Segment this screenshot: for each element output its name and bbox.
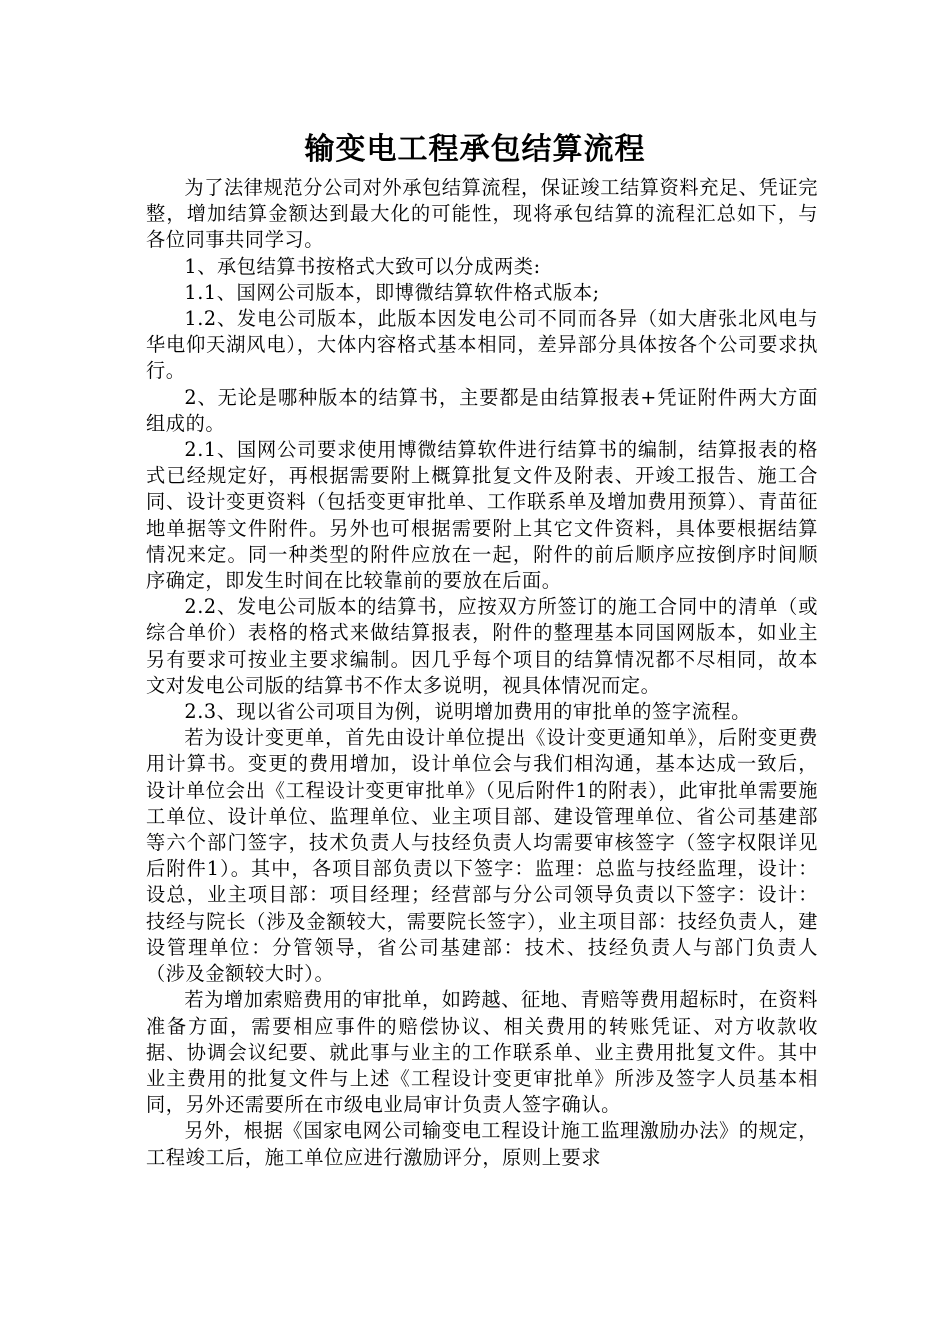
document-body: [146, 175, 818, 1171]
paragraph-claim-approval: 若为增加索赔费用的审批单，如跨越、征地、青赔等费用超标时，在资料准备方面，需要相应事件的赔偿协议、相关费用的转账凭证、对方收款收据、协调会议纪要、就此事与业主的工作联系单、业主费用批复文件。其中业主费用的批复文件与上述《工程设计变更审批单》所涉及签字人员基本相同，另外还需要所在市级电业局审计负责人签字确认。: [146, 988, 818, 1117]
paragraph-section-1: 1、承包结算书按格式大致可以分成两类:: [184, 254, 541, 278]
paragraph-section-2-3: 2.3、现以省公司项目为例，说明增加费用的审批单的签字流程。: [184, 700, 751, 724]
paragraph-intro: 为了法律规范分公司对外承包结算流程，保证竣工结算资料充足、凭证完整，增加结算金额达到最大化的可能性，现将承包结算的流程汇总如下，与各位同事共同学习。: [146, 176, 818, 252]
paragraph-section-2-2: 2.2、发电公司版本的结算书，应按双方所签订的施工合同中的清单（或综合单价）表格的格式来做结算报表，附件的整理基本同国网版本，如业主另有要求可按业主要求编制。因几乎每个项目的结算情况都不尽相同，故本文对发电公司版的结算书不作太多说明，视具体情况而定。: [146, 595, 818, 697]
paragraph-design-change: 若为设计变更单，首先由设计单位提出《设计变更通知单》，后附变更费用计算书。变更的费用增加，设计单位会与我们相沟通，基本达成一致后，设计单位会出《工程设计变更审批单》（见后附件1的附表），此审批单需要施工单位、设计单位、监理单位、业主项目部、建设管理单位、省公司基建部等六个部门签字，技术负责人与技经负责人均需要审核签字（签字权限详见后附件1）。其中，各项目部负责以下签字：监理：总监与技经监理，设计：设总，业主项目部：项目经理；经营部与分公司领导负责以下签字：设计：技经与院长（涉及金额较大，需要院长签字），业主项目部：技经负责人，建设管理单位：分管领导，省公司基建部：技术、技经负责人与部门负责人（涉及金额较大时）。: [146, 726, 818, 986]
paragraph-section-2-1: 2.1、国网公司要求使用博微结算软件进行结算书的编制，结算报表的格式已经规定好，再根据需要附上概算批复文件及附表、开竣工报告、施工合同、设计变更资料（包括变更审批单、工作联系单及增加费用预算）、青苗征地单据等文件附件。另外也可根据需要附上其它文件资料，具体要根据结算情况来定。同一种类型的附件应放在一起，附件的前后顺序应按倒序时间顺序确定，即发生时间在比较靠前的要放在后面。: [146, 438, 818, 593]
paragraph-section-1-1: 1.1、国网公司版本，即博微结算软件格式版本;: [184, 280, 600, 304]
paragraph-incentive: 另外，根据《国家电网公司输变电工程设计施工监理激励办法》的规定，工程竣工后，施工单位应进行激励评分，原则上要求: [146, 1119, 818, 1169]
paragraph-section-1-2: 1.2、发电公司版本，此版本因发电公司不同而各异（如大唐张北风电与华电仰天湖风电），大体内容格式基本相同，差异部分具体按各个公司要求执行。: [146, 307, 818, 383]
paragraph-section-2: 2、无论是哪种版本的结算书，主要都是由结算报表+凭证附件两大方面组成的。: [146, 385, 818, 435]
document-title: 输变电工程承包结算流程: [304, 132, 646, 167]
